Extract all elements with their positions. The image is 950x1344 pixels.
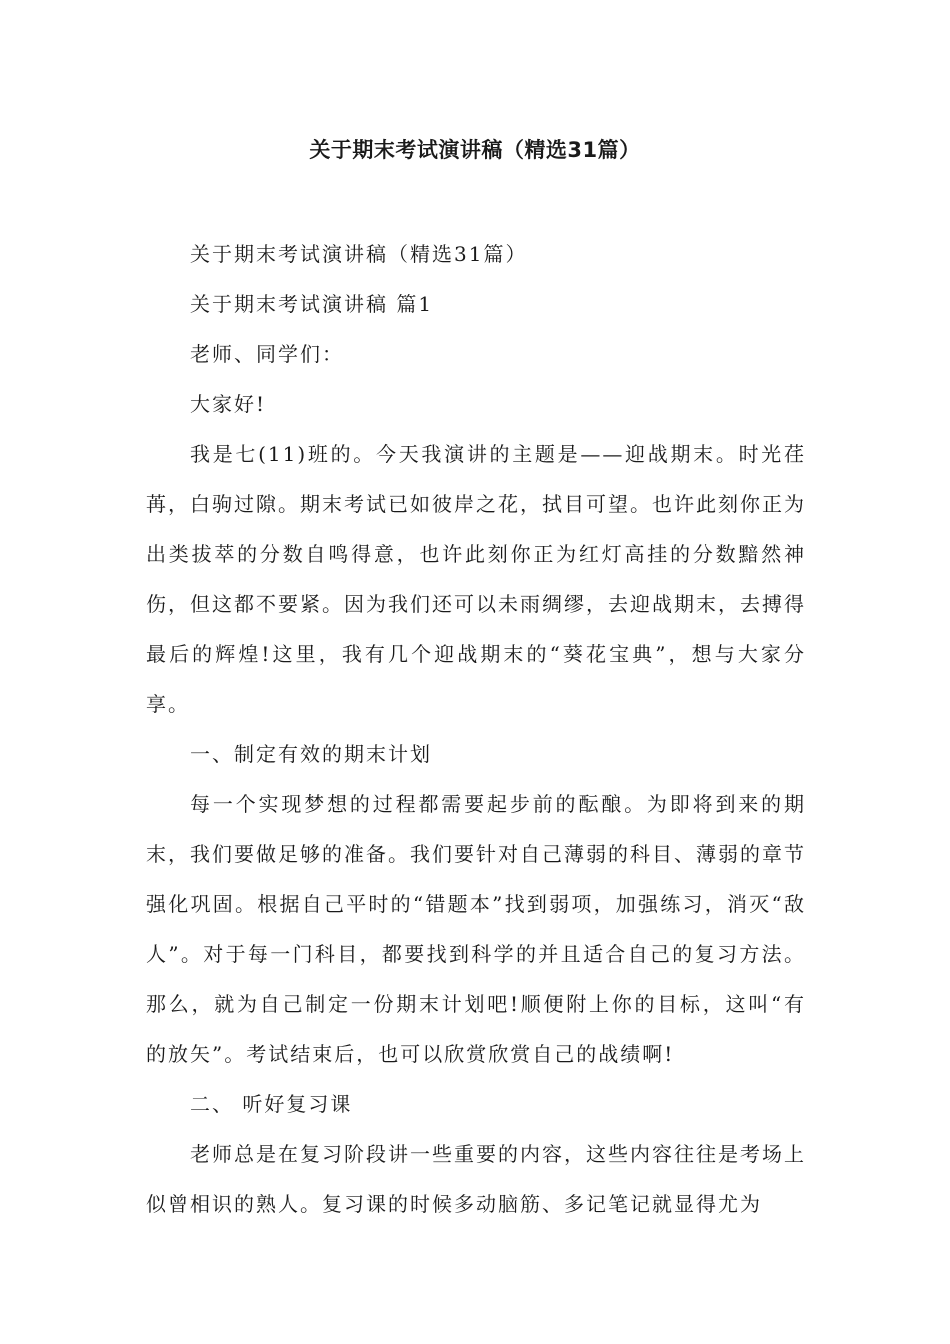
paragraph-salutation: 老师、同学们：: [190, 342, 344, 366]
paragraph-subtitle: 关于期末考试演讲稿（精选31篇）: [190, 242, 528, 266]
paragraph-greeting: 大家好!: [190, 392, 267, 416]
document-body: [146, 229, 806, 1229]
paragraph-intro: 我是七(11)班的。今天我演讲的主题是——迎战期末。时光荏苒，白驹过隙。期末考试已如彼岸之花，拭目可望。也许此刻你正为出类拔萃的分数自鸣得意，也许此刻你正为红灯高挂的分数黯然神伤，但这都不要紧。因为我们还可以未雨绸缪，去迎战期末，去搏得最后的辉煌!这里，我有几个迎战期末的“葵花宝典”，想与大家分享。: [146, 442, 806, 716]
paragraph-point-1-heading: 一、制定有效的期末计划: [190, 742, 432, 766]
paragraph-point-2-heading: 二、 听好复习课: [190, 1092, 353, 1116]
paragraph-point-2-body: 老师总是在复习阶段讲一些重要的内容，这些内容往往是考场上似曾相识的熟人。复习课的时候多动脑筋、多记笔记就显得尤为: [146, 1142, 806, 1216]
paragraph-point-1-body: 每一个实现梦想的过程都需要起步前的酝酿。为即将到来的期末，我们要做足够的准备。我们要针对自己薄弱的科目、薄弱的章节强化巩固。根据自己平时的“错题本”找到弱项，加强练习，消灭“敌人”。对于每一门科目，都要找到科学的并且适合自己的复习方法。那么，就为自己制定一份期末计划吧!顺便附上你的目标，这叫“有的放矢”。考试结束后，也可以欣赏欣赏自己的战绩啊!: [146, 792, 806, 1066]
document-title: 关于期末考试演讲稿（精选31篇）: [309, 138, 641, 162]
paragraph-section-heading: 关于期末考试演讲稿 篇1: [190, 292, 434, 316]
